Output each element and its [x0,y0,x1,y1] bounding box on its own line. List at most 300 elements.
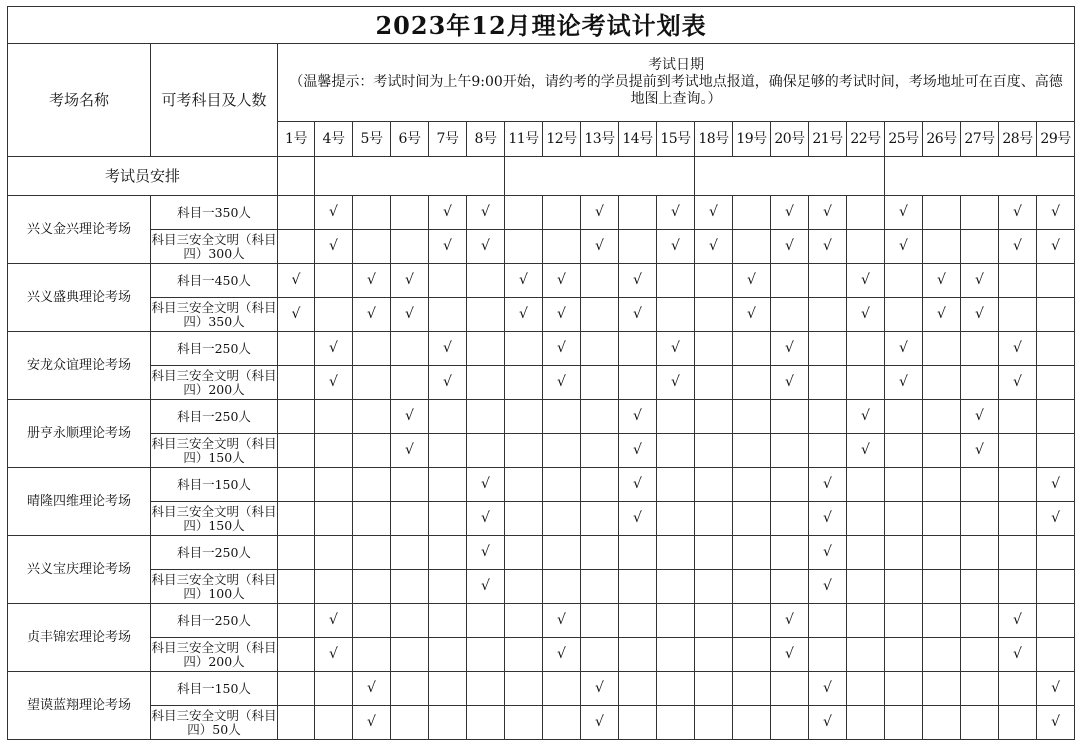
date-header-14: 20号 [771,122,809,157]
empty-cell [391,638,429,672]
empty-cell [809,400,847,434]
empty-cell [923,536,961,570]
empty-cell [619,604,657,638]
empty-cell [505,434,543,468]
check-mark: √ [733,264,771,298]
check-mark: √ [657,230,695,264]
empty-cell [278,706,315,740]
empty-cell [847,638,885,672]
date-header-19: 27号 [961,122,999,157]
check-mark: √ [657,332,695,366]
empty-cell [771,434,809,468]
empty-cell [315,434,353,468]
empty-cell [505,230,543,264]
empty-cell [733,196,771,230]
empty-cell [619,672,657,706]
date-header-1: 1号 [278,122,315,157]
exam-site-name: 兴义宝庆理论考场 [8,536,151,604]
empty-cell [733,570,771,604]
empty-cell [961,366,999,400]
empty-cell [999,502,1037,536]
check-mark: √ [923,298,961,332]
empty-cell [999,434,1037,468]
table-row [8,332,1075,366]
staff-cell [315,157,505,196]
empty-cell [733,400,771,434]
date-label: 考试日期 [648,57,705,73]
empty-cell [429,570,467,604]
check-mark: √ [885,230,923,264]
empty-cell [657,502,695,536]
empty-cell [695,672,733,706]
empty-cell [923,366,961,400]
date-header-11: 15号 [657,122,695,157]
empty-cell [999,536,1037,570]
empty-cell [999,706,1037,740]
empty-cell [505,536,543,570]
empty-cell [961,638,999,672]
empty-cell [619,332,657,366]
empty-cell [467,434,505,468]
empty-cell [695,400,733,434]
empty-cell [429,502,467,536]
date-header-20: 28号 [999,122,1037,157]
check-mark: √ [543,332,581,366]
empty-cell [923,400,961,434]
check-mark: √ [999,638,1037,672]
table-row [8,570,1075,604]
exam-site-name: 兴义盛典理论考场 [8,264,151,332]
empty-cell [847,196,885,230]
check-mark: √ [315,230,353,264]
table-row [8,468,1075,502]
empty-cell [619,638,657,672]
empty-cell [505,366,543,400]
empty-cell [847,502,885,536]
empty-cell [315,706,353,740]
empty-cell [391,366,429,400]
table-row [8,672,1075,706]
check-mark: √ [1037,230,1075,264]
check-mark: √ [809,672,847,706]
subject-quota: 科目一150人 [151,672,278,706]
empty-cell [467,672,505,706]
empty-cell [771,400,809,434]
empty-cell [923,706,961,740]
empty-cell [543,706,581,740]
empty-cell [809,332,847,366]
check-mark: √ [809,536,847,570]
empty-cell [429,434,467,468]
check-mark: √ [619,400,657,434]
empty-cell [467,264,505,298]
empty-cell [923,604,961,638]
date-header-8: 12号 [543,122,581,157]
subject-quota: 科目一250人 [151,332,278,366]
exam-schedule-table [7,6,1075,740]
subject-quota: 科目一450人 [151,264,278,298]
empty-cell [353,366,391,400]
empty-cell [657,672,695,706]
check-mark: √ [809,570,847,604]
empty-cell [581,366,619,400]
subject-quota: 科目一250人 [151,536,278,570]
empty-cell [543,400,581,434]
empty-cell [391,570,429,604]
check-mark: √ [391,298,429,332]
check-mark: √ [999,366,1037,400]
check-mark: √ [315,638,353,672]
subject-quota: 科目一150人 [151,468,278,502]
empty-cell [1037,638,1075,672]
empty-cell [353,570,391,604]
empty-cell [315,298,353,332]
empty-cell [581,298,619,332]
empty-cell [923,468,961,502]
date-header-18: 26号 [923,122,961,157]
empty-cell [771,672,809,706]
check-mark: √ [847,264,885,298]
subject-quota: 科目三安全文明（科目四）50人 [151,706,278,740]
check-mark: √ [809,196,847,230]
empty-cell [961,536,999,570]
empty-cell [429,264,467,298]
table-row [8,230,1075,264]
check-mark: √ [278,264,315,298]
empty-cell [657,434,695,468]
empty-cell [429,706,467,740]
empty-cell [581,434,619,468]
check-mark: √ [315,604,353,638]
check-mark: √ [391,264,429,298]
empty-cell [429,400,467,434]
check-mark: √ [809,230,847,264]
empty-cell [1037,332,1075,366]
check-mark: √ [543,638,581,672]
empty-cell [885,468,923,502]
subject-quota: 科目三安全文明（科目四）100人 [151,570,278,604]
date-header-12: 18号 [695,122,733,157]
date-header-17: 25号 [885,122,923,157]
empty-cell [505,604,543,638]
empty-cell [505,502,543,536]
check-mark: √ [315,366,353,400]
exam-site-name: 晴隆四维理论考场 [8,468,151,536]
check-mark: √ [353,264,391,298]
date-header-10: 14号 [619,122,657,157]
empty-cell [771,298,809,332]
empty-cell [695,366,733,400]
site-column-header: 考场名称 [8,44,151,157]
exam-site-name: 册亨永顺理论考场 [8,400,151,468]
check-mark: √ [1037,196,1075,230]
empty-cell [278,604,315,638]
empty-cell [619,366,657,400]
empty-cell [885,604,923,638]
empty-cell [429,638,467,672]
empty-cell [695,536,733,570]
date-header-5: 7号 [429,122,467,157]
empty-cell [695,706,733,740]
empty-cell [733,434,771,468]
check-mark: √ [999,196,1037,230]
subject-quota: 科目一250人 [151,400,278,434]
empty-cell [543,672,581,706]
empty-cell [543,502,581,536]
empty-cell [429,468,467,502]
empty-cell [999,672,1037,706]
empty-cell [885,264,923,298]
empty-cell [733,468,771,502]
empty-cell [885,706,923,740]
empty-cell [733,638,771,672]
check-mark: √ [999,332,1037,366]
date-header-2: 4号 [315,122,353,157]
empty-cell [505,468,543,502]
empty-cell [923,638,961,672]
empty-cell [505,706,543,740]
empty-cell [467,332,505,366]
table-row [8,706,1075,740]
check-mark: √ [353,672,391,706]
empty-cell [809,298,847,332]
empty-cell [467,604,505,638]
check-mark: √ [771,638,809,672]
empty-cell [353,536,391,570]
check-mark: √ [619,502,657,536]
check-mark: √ [619,298,657,332]
check-mark: √ [695,230,733,264]
check-mark: √ [847,298,885,332]
empty-cell [657,264,695,298]
empty-cell [619,536,657,570]
check-mark: √ [657,366,695,400]
empty-cell [847,366,885,400]
empty-cell [619,570,657,604]
staff-cell [278,157,315,196]
table-row [8,638,1075,672]
check-mark: √ [1037,706,1075,740]
date-header-13: 19号 [733,122,771,157]
empty-cell [467,706,505,740]
empty-cell [695,434,733,468]
date-header-6: 8号 [467,122,505,157]
empty-cell [809,434,847,468]
empty-cell [961,604,999,638]
check-mark: √ [391,434,429,468]
check-mark: √ [353,706,391,740]
empty-cell [733,366,771,400]
empty-cell [278,230,315,264]
check-mark: √ [391,400,429,434]
check-mark: √ [999,604,1037,638]
empty-cell [581,264,619,298]
check-mark: √ [543,604,581,638]
check-mark: √ [467,230,505,264]
empty-cell [695,604,733,638]
empty-cell [657,638,695,672]
empty-cell [581,604,619,638]
empty-cell [733,672,771,706]
empty-cell [961,706,999,740]
empty-cell [923,434,961,468]
check-mark: √ [429,366,467,400]
subject-quota: 科目三安全文明（科目四）200人 [151,638,278,672]
empty-cell [885,536,923,570]
subject-quota: 科目三安全文明（科目四）350人 [151,298,278,332]
check-mark: √ [961,298,999,332]
empty-cell [467,366,505,400]
table-row [8,264,1075,298]
empty-cell [543,570,581,604]
empty-cell [278,434,315,468]
empty-cell [429,536,467,570]
empty-cell [923,672,961,706]
empty-cell [315,264,353,298]
empty-cell [923,196,961,230]
empty-cell [1037,434,1075,468]
empty-cell [923,230,961,264]
empty-cell [391,706,429,740]
check-mark: √ [771,230,809,264]
empty-cell [467,298,505,332]
check-mark: √ [619,264,657,298]
empty-cell [353,434,391,468]
check-mark: √ [619,434,657,468]
empty-cell [543,230,581,264]
date-header-3: 5号 [353,122,391,157]
empty-cell [847,604,885,638]
empty-cell [885,298,923,332]
empty-cell [278,570,315,604]
empty-cell [847,230,885,264]
empty-cell [885,400,923,434]
empty-cell [885,502,923,536]
empty-cell [543,536,581,570]
check-mark: √ [353,298,391,332]
check-mark: √ [467,570,505,604]
empty-cell [733,536,771,570]
date-header-15: 21号 [809,122,847,157]
empty-cell [278,196,315,230]
staff-arrangement-label: 考试员安排 [8,157,278,196]
empty-cell [391,468,429,502]
check-mark: √ [657,196,695,230]
check-mark: √ [885,332,923,366]
check-mark: √ [771,196,809,230]
subject-quota: 科目三安全文明（科目四）300人 [151,230,278,264]
empty-cell [847,468,885,502]
check-mark: √ [581,672,619,706]
check-mark: √ [429,196,467,230]
empty-cell [581,638,619,672]
empty-cell [581,570,619,604]
subject-column-header: 可考科目及人数 [151,44,278,157]
empty-cell [885,638,923,672]
check-mark: √ [1037,502,1075,536]
empty-cell [847,570,885,604]
exam-site-name: 贞丰锦宏理论考场 [8,604,151,672]
empty-cell [429,298,467,332]
empty-cell [353,230,391,264]
empty-cell [505,638,543,672]
subject-quota: 科目一250人 [151,604,278,638]
empty-cell [657,706,695,740]
empty-cell [619,706,657,740]
empty-cell [695,468,733,502]
empty-cell [619,230,657,264]
empty-cell [999,570,1037,604]
empty-cell [1037,400,1075,434]
empty-cell [581,332,619,366]
empty-cell [847,536,885,570]
check-mark: √ [961,400,999,434]
check-mark: √ [543,298,581,332]
empty-cell [695,502,733,536]
check-mark: √ [581,706,619,740]
empty-cell [961,468,999,502]
table-row [8,536,1075,570]
check-mark: √ [467,196,505,230]
check-mark: √ [847,434,885,468]
empty-cell [353,400,391,434]
check-mark: √ [771,332,809,366]
empty-cell [543,434,581,468]
date-header-7: 11号 [505,122,543,157]
empty-cell [278,400,315,434]
empty-cell [1037,570,1075,604]
check-mark: √ [771,366,809,400]
empty-cell [353,604,391,638]
empty-cell [315,468,353,502]
empty-cell [771,502,809,536]
empty-cell [1037,366,1075,400]
check-mark: √ [581,230,619,264]
subject-quota: 科目三安全文明（科目四）150人 [151,502,278,536]
empty-cell [847,706,885,740]
empty-cell [353,196,391,230]
empty-cell [543,196,581,230]
empty-cell [278,638,315,672]
empty-cell [961,332,999,366]
empty-cell [429,672,467,706]
empty-cell [315,570,353,604]
empty-cell [961,230,999,264]
check-mark: √ [923,264,961,298]
empty-cell [733,706,771,740]
empty-cell [1037,536,1075,570]
check-mark: √ [847,400,885,434]
empty-cell [809,366,847,400]
empty-cell [733,230,771,264]
exam-site-name: 望谟蓝翔理论考场 [8,672,151,740]
check-mark: √ [581,196,619,230]
empty-cell [999,298,1037,332]
empty-cell [1037,604,1075,638]
empty-cell [278,536,315,570]
table-row [8,604,1075,638]
empty-cell [657,604,695,638]
date-header-4: 6号 [391,122,429,157]
subject-quota: 科目一350人 [151,196,278,230]
empty-cell [999,264,1037,298]
empty-cell [657,468,695,502]
check-mark: √ [885,196,923,230]
empty-cell [1037,298,1075,332]
empty-cell [391,230,429,264]
empty-cell [391,196,429,230]
empty-cell [467,400,505,434]
